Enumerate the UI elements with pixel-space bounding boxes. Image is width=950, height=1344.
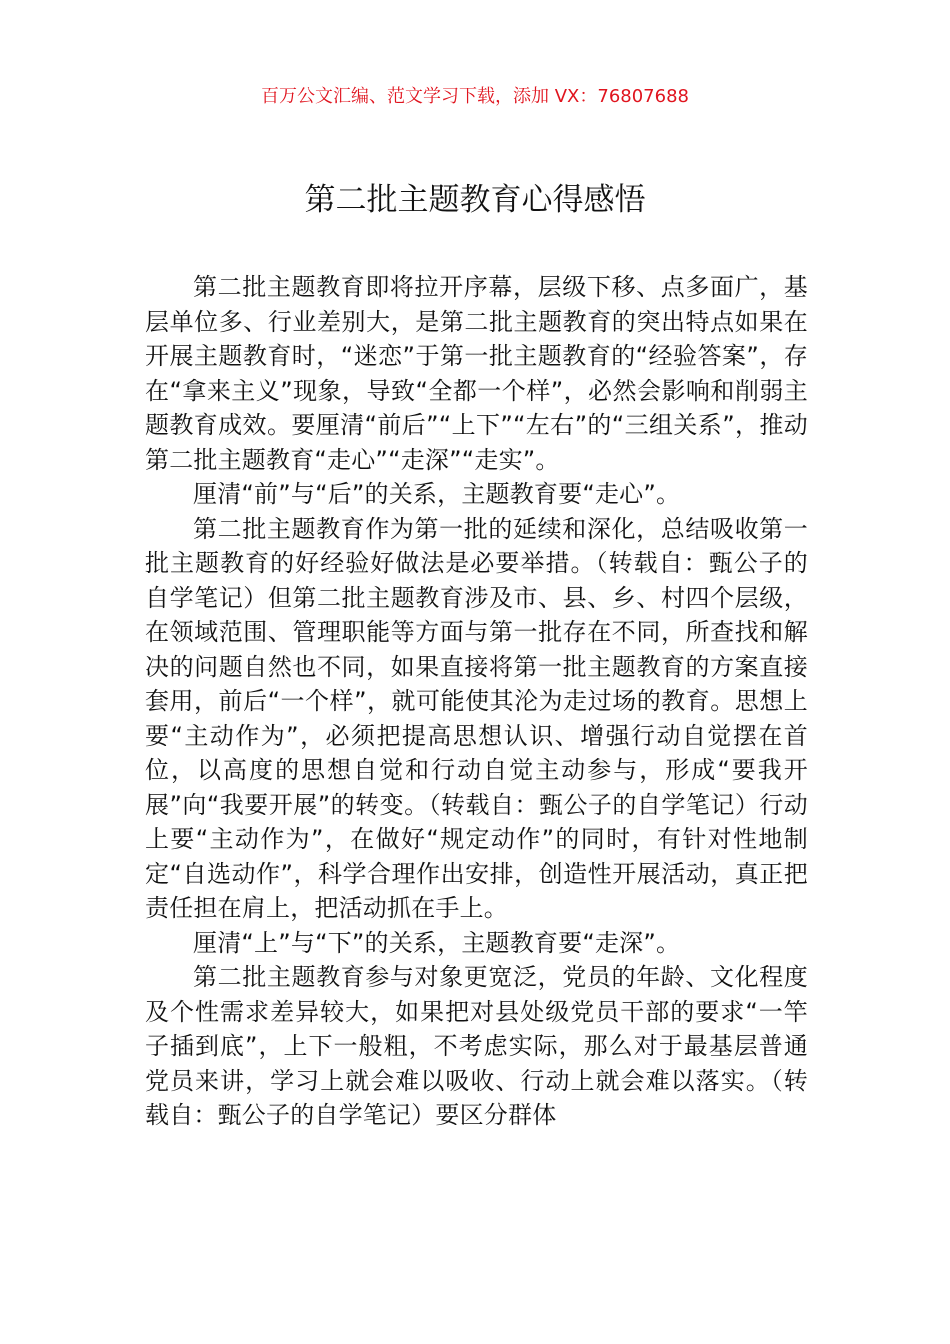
paragraph-heading-up-down: 厘清“上”与“下”的关系，主题教育要“走深”。 bbox=[193, 928, 681, 957]
download-banner: 百万公文汇编、范文学习下载，添加 VX：76807688 bbox=[261, 86, 689, 107]
article-body bbox=[145, 270, 808, 1133]
paragraph-up-down-body: 第二批主题教育参与对象更宽泛，党员的年龄、文化程度及个性需求差异较大，如果把对县处级党员干部的要求“一竿子插到底”，上下一般粗，不考虑实际，那么对于最基层普通党员来讲，学习上就会难以吸收、行动上就会难以落实。（转载自：甄公子的自学笔记）要区分群体 bbox=[145, 963, 808, 1129]
paragraph-front-back-body: 第二批主题教育作为第一批的延续和深化，总结吸收第一批主题教育的好经验好做法是必要举措。（转载自：甄公子的自学笔记）但第二批主题教育涉及市、县、乡、村四个层级，在领域范围、管理职能等方面与第一批存在不同，所查找和解决的问题自然也不同，如果直接将第一批主题教育的方案直接套用，前后“一个样”，就可能使其沦为走过场的教育。思想上要“主动作为”，必须把提高思想认识、增强行动自觉摆在首位，以高度的思想自觉和行动自觉主动参与，形成“要我开展”向“我要开展”的转变。（转载自：甄公子的自学笔记）行动上要“主动作为”，在做好“规定动作”的同时，有针对性地制定“自选动作”，科学合理作出安排，创造性开展活动，真正把责任担在肩上，把活动抓在手上。 bbox=[145, 514, 808, 922]
page-title: 第二批主题教育心得感悟 bbox=[304, 182, 646, 218]
paragraph-intro: 第二批主题教育即将拉开序幕，层级下移、点多面广，基层单位多、行业差别大，是第二批主题教育的突出特点如果在开展主题教育时，“迷恋”于第一批主题教育的“经验答案”，存在“拿来主义”现象，导致“全都一个样”，必然会影响和削弱主题教育成效。要厘清“前后”“上下”“左右”的“三组关系”，推动第二批主题教育“走心”“走深”“走实”。 bbox=[145, 273, 808, 474]
paragraph-heading-front-back: 厘清“前”与“后”的关系，主题教育要“走心”。 bbox=[193, 480, 681, 508]
